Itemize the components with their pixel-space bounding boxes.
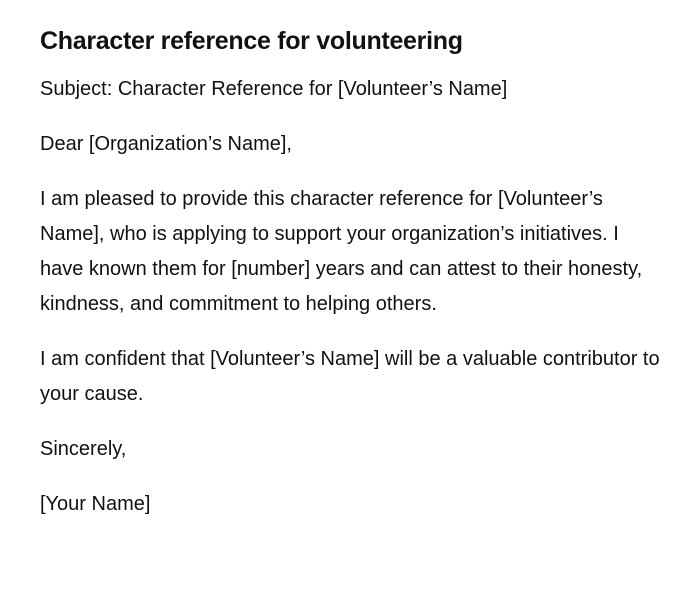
- body-paragraph: I am pleased to provide this character reference for [Volunteer’s Name], who is applying to support your organization’s initiatives. I have known them for [number] years and can attest to their honesty, kindness, and commitment to helping others.: [40, 188, 643, 315]
- document: [40, 24, 660, 542]
- greeting: Dear [Organization’s Name],: [40, 133, 292, 155]
- document-title: Character reference for volunteering: [40, 27, 463, 55]
- body-paragraph: I am confident that [Volunteer’s Name] will be a valuable contributor to your cause.: [40, 348, 660, 405]
- closing: Sincerely,: [40, 438, 127, 460]
- subject-line: Subject: Character Reference for [Volunteer’s Name]: [40, 78, 508, 100]
- signature: [Your Name]: [40, 493, 151, 515]
